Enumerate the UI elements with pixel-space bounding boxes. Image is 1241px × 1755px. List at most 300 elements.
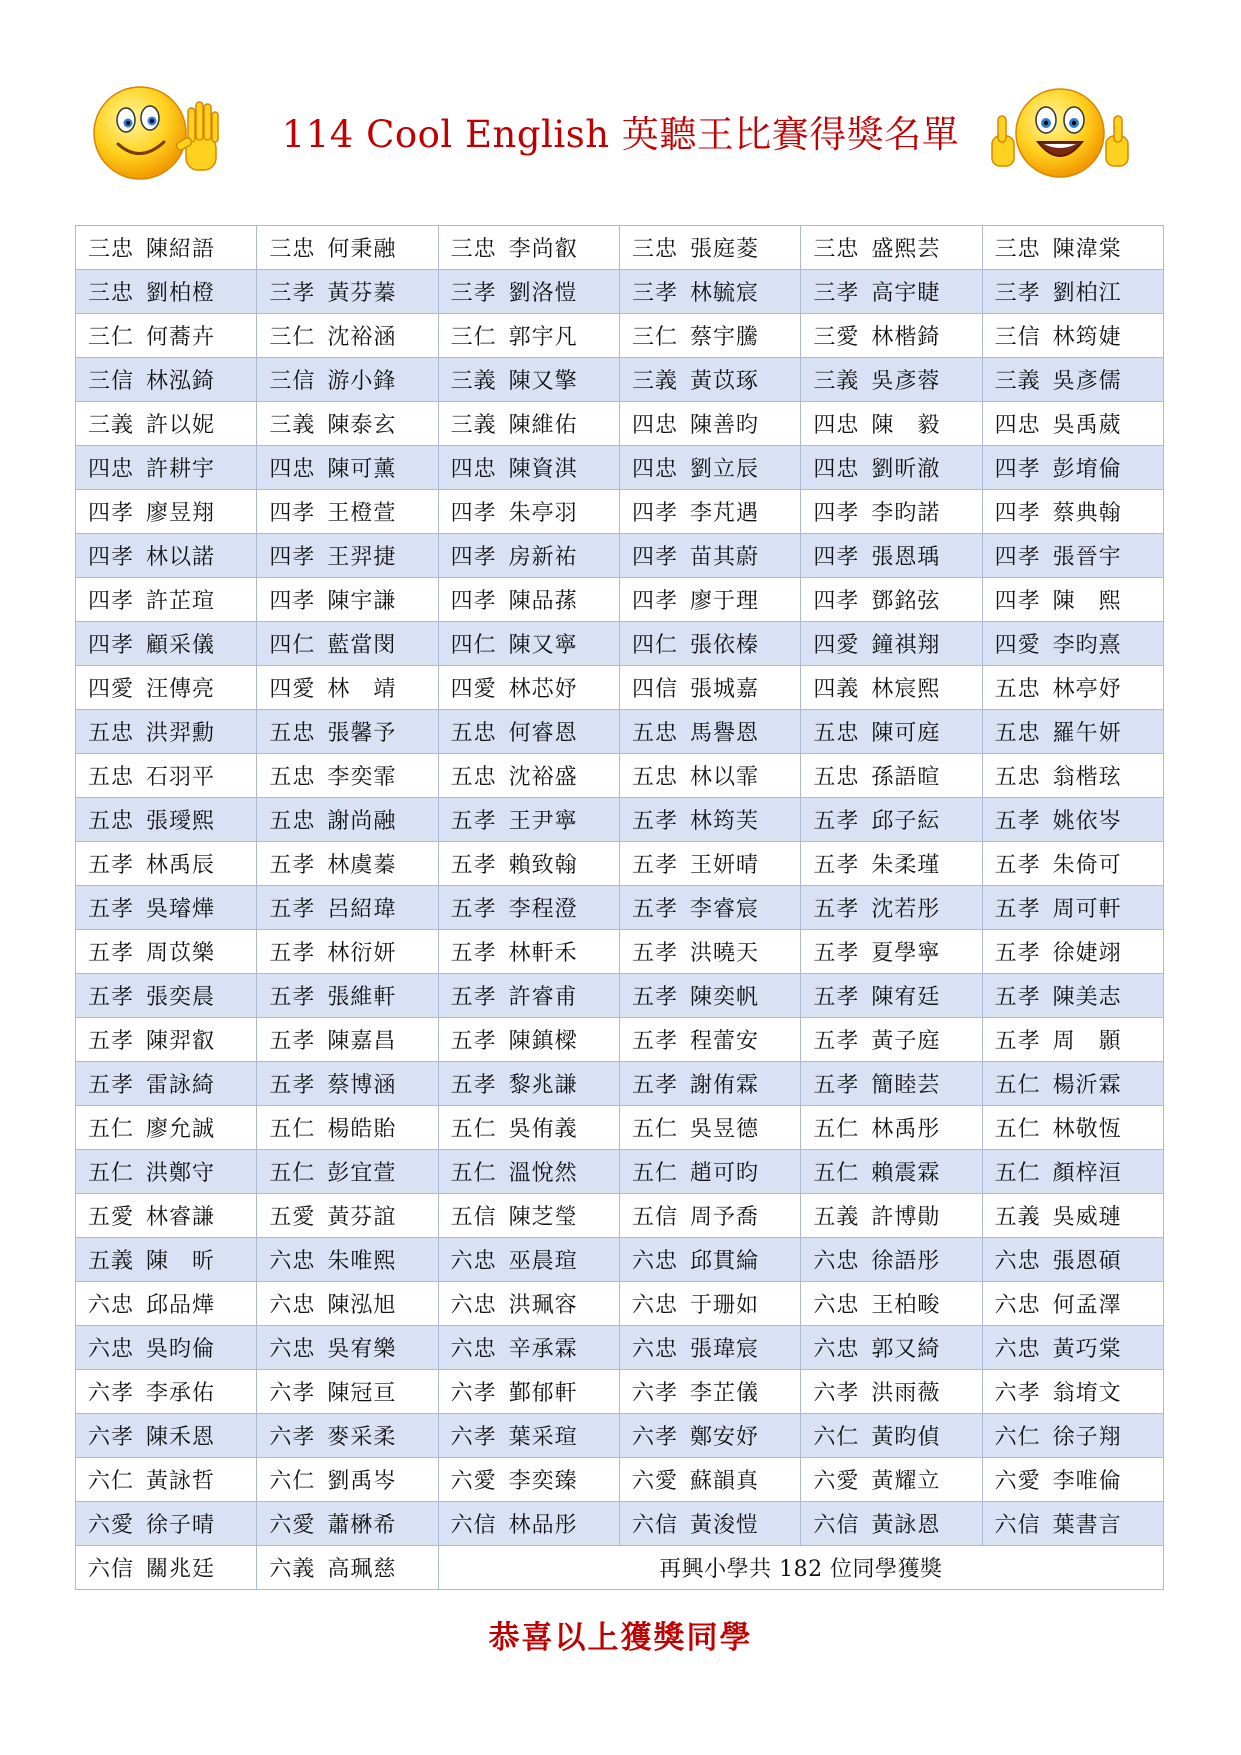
class-label: 三忠 [994, 237, 1041, 262]
class-label: 五孝 [88, 897, 135, 922]
class-label: 五仁 [631, 1117, 678, 1142]
class-label: 五孝 [631, 1029, 678, 1054]
student-name: 葉書言 [1052, 1513, 1122, 1538]
class-label: 五忠 [994, 765, 1041, 790]
class-label: 六孝 [450, 1425, 497, 1450]
student-name: 翁楷玹 [1052, 765, 1122, 790]
student-cell [801, 1106, 982, 1150]
student-cell [801, 798, 982, 842]
student-cell [76, 710, 257, 754]
student-cell [76, 446, 257, 490]
class-label: 六忠 [813, 1249, 860, 1274]
class-label: 五孝 [450, 985, 497, 1010]
class-label: 五孝 [994, 985, 1041, 1010]
class-label: 五孝 [269, 1029, 316, 1054]
award-roster-table [75, 225, 1164, 1590]
student-name: 林毓宸 [690, 281, 760, 306]
student-cell [76, 1326, 257, 1370]
student-name: 徐子翔 [1052, 1425, 1122, 1450]
student-name: 張晉宇 [1052, 545, 1122, 570]
student-name: 廖昱翔 [146, 501, 216, 526]
class-label: 六忠 [631, 1249, 678, 1274]
class-label: 五孝 [631, 809, 678, 834]
student-cell [982, 1150, 1163, 1194]
student-name: 林品彤 [508, 1513, 578, 1538]
student-cell [982, 402, 1163, 446]
student-cell [257, 1062, 438, 1106]
student-name: 楊皓貽 [327, 1117, 397, 1142]
class-label: 三孝 [269, 281, 316, 306]
student-name: 黃浚愷 [690, 1513, 760, 1538]
student-cell [76, 534, 257, 578]
class-label: 五仁 [450, 1117, 497, 1142]
class-label: 六孝 [450, 1381, 497, 1406]
student-name: 李承佑 [146, 1381, 216, 1406]
student-name: 王羿捷 [327, 545, 397, 570]
student-cell [76, 490, 257, 534]
student-cell [257, 842, 438, 886]
student-cell [76, 1018, 257, 1062]
table-row [76, 1370, 1164, 1414]
student-name: 朱倚可 [1052, 853, 1122, 878]
student-name: 吳宥樂 [327, 1337, 397, 1362]
class-label: 五孝 [269, 897, 316, 922]
table-row [76, 1194, 1164, 1238]
student-cell [438, 1282, 619, 1326]
student-cell [982, 666, 1163, 710]
class-label: 四忠 [631, 413, 678, 438]
student-name: 簡睦芸 [871, 1073, 941, 1098]
class-label: 五義 [994, 1205, 1041, 1230]
student-cell [619, 1150, 800, 1194]
class-label: 五孝 [813, 1029, 860, 1054]
class-label: 六忠 [269, 1337, 316, 1362]
student-cell [76, 1194, 257, 1238]
student-name: 顧采儀 [146, 633, 216, 658]
class-label: 五孝 [994, 941, 1041, 966]
table-row [76, 446, 1164, 490]
class-label: 五孝 [450, 809, 497, 834]
student-cell [257, 1326, 438, 1370]
table-row [76, 578, 1164, 622]
student-cell [76, 622, 257, 666]
student-name: 邱子紜 [871, 809, 941, 834]
class-label: 三忠 [88, 237, 135, 262]
table-row [76, 754, 1164, 798]
class-label: 四愛 [994, 633, 1041, 658]
student-cell [801, 1150, 982, 1194]
class-label: 五孝 [450, 897, 497, 922]
student-cell [801, 1370, 982, 1414]
student-name: 陳美志 [1052, 985, 1122, 1010]
student-name: 藍當閔 [327, 633, 397, 658]
student-cell [619, 1458, 800, 1502]
class-label: 四忠 [813, 413, 860, 438]
student-name: 張馨予 [327, 721, 397, 746]
student-cell [982, 490, 1163, 534]
class-label: 六孝 [994, 1381, 1041, 1406]
student-cell [76, 666, 257, 710]
student-cell [438, 578, 619, 622]
class-label: 五忠 [994, 677, 1041, 702]
student-name: 陳善昀 [690, 413, 760, 438]
class-label: 三義 [450, 369, 497, 394]
table-row [76, 226, 1164, 270]
student-name: 黃芬蓁 [327, 281, 397, 306]
class-label: 五忠 [88, 721, 135, 746]
student-name: 鄭安妤 [690, 1425, 760, 1450]
student-name: 許以妮 [146, 413, 216, 438]
class-label: 五忠 [450, 765, 497, 790]
student-cell [438, 490, 619, 534]
student-cell [438, 842, 619, 886]
class-label: 四仁 [631, 633, 678, 658]
student-name: 賴震霖 [871, 1161, 941, 1186]
table-row [76, 358, 1164, 402]
student-name: 邱品燁 [146, 1293, 216, 1318]
congratulations-footer: 恭喜以上獲獎同學 [488, 1620, 753, 1656]
class-label: 三忠 [88, 281, 135, 306]
student-cell [982, 1282, 1163, 1326]
student-name: 張維軒 [327, 985, 397, 1010]
student-cell [619, 1062, 800, 1106]
student-name: 辛承霖 [508, 1337, 578, 1362]
student-name: 張璦熙 [146, 809, 216, 834]
student-name: 郭又綺 [871, 1337, 941, 1362]
table-row [76, 314, 1164, 358]
student-cell [257, 1018, 438, 1062]
student-cell [619, 1502, 800, 1546]
class-label: 六孝 [631, 1425, 678, 1450]
class-label: 四仁 [269, 633, 316, 658]
student-name: 沈裕盛 [508, 765, 578, 790]
student-name: 邱貫綸 [690, 1249, 760, 1274]
class-label: 五孝 [994, 897, 1041, 922]
student-cell [438, 270, 619, 314]
student-name: 周苡樂 [146, 941, 216, 966]
student-cell [76, 1150, 257, 1194]
student-name: 蔡典翰 [1052, 501, 1122, 526]
student-name: 林禹彤 [871, 1117, 941, 1142]
table-row [76, 1238, 1164, 1282]
student-name: 陳芝瑩 [508, 1205, 578, 1230]
class-label: 五忠 [813, 765, 860, 790]
student-name: 劉柏橙 [146, 281, 216, 306]
student-cell [257, 622, 438, 666]
class-label: 六愛 [450, 1469, 497, 1494]
student-name: 林泓錡 [146, 369, 216, 394]
student-name: 石羽平 [146, 765, 216, 790]
student-cell [76, 1370, 257, 1414]
student-cell [982, 754, 1163, 798]
student-name: 陳 毅 [871, 413, 941, 438]
class-label: 三信 [994, 325, 1041, 350]
class-label: 五信 [631, 1205, 678, 1230]
student-name: 盛熙芸 [871, 237, 941, 262]
class-label: 五仁 [88, 1117, 135, 1142]
student-cell [438, 1106, 619, 1150]
student-name: 陳資淇 [508, 457, 578, 482]
student-cell [801, 578, 982, 622]
class-label: 四信 [631, 677, 678, 702]
student-cell [76, 226, 257, 270]
class-label: 六孝 [88, 1425, 135, 1450]
student-cell [438, 754, 619, 798]
class-label: 五孝 [813, 941, 860, 966]
class-label: 四義 [813, 677, 860, 702]
student-cell [801, 1414, 982, 1458]
student-name: 蘇韻真 [690, 1469, 760, 1494]
student-name: 吳禹葳 [1052, 413, 1122, 438]
student-name: 汪傳亮 [146, 677, 216, 702]
student-name: 林亭妤 [1052, 677, 1122, 702]
class-label: 四孝 [269, 501, 316, 526]
table-row [76, 666, 1164, 710]
student-cell [76, 842, 257, 886]
student-cell [619, 358, 800, 402]
student-cell [76, 358, 257, 402]
student-name: 陳宥廷 [871, 985, 941, 1010]
student-name: 朱唯熙 [327, 1249, 397, 1274]
student-cell [982, 226, 1163, 270]
student-cell [76, 270, 257, 314]
student-name: 蕭楙希 [327, 1513, 397, 1538]
class-label: 四孝 [269, 589, 316, 614]
student-name: 林宸熙 [871, 677, 941, 702]
student-name: 林虞蓁 [327, 853, 397, 878]
student-cell [257, 930, 438, 974]
student-cell [438, 446, 619, 490]
student-cell [801, 402, 982, 446]
class-label: 五信 [450, 1205, 497, 1230]
class-label: 六信 [994, 1513, 1041, 1538]
student-cell [619, 402, 800, 446]
student-cell [619, 226, 800, 270]
student-cell [801, 1502, 982, 1546]
class-label: 四孝 [88, 545, 135, 570]
student-cell [76, 930, 257, 974]
student-cell [438, 1326, 619, 1370]
student-name: 吳威璉 [1052, 1205, 1122, 1230]
student-cell [257, 358, 438, 402]
class-label: 五義 [813, 1205, 860, 1230]
student-cell [438, 1502, 619, 1546]
class-label: 六忠 [994, 1337, 1041, 1362]
student-name: 陳泓旭 [327, 1293, 397, 1318]
table-row [76, 798, 1164, 842]
table-row [76, 1282, 1164, 1326]
student-name: 吳彥儒 [1052, 369, 1122, 394]
student-cell [982, 886, 1163, 930]
class-label: 六忠 [450, 1337, 497, 1362]
class-label: 五孝 [631, 853, 678, 878]
class-label: 六愛 [88, 1513, 135, 1538]
student-cell [619, 1106, 800, 1150]
student-cell [619, 446, 800, 490]
student-cell [76, 1502, 257, 1546]
student-cell [438, 1018, 619, 1062]
student-cell [619, 798, 800, 842]
student-name: 黃巧棠 [1052, 1337, 1122, 1362]
class-label: 四孝 [88, 589, 135, 614]
class-label: 五仁 [994, 1161, 1041, 1186]
class-label: 六忠 [994, 1293, 1041, 1318]
student-name: 洪雨薇 [871, 1381, 941, 1406]
student-name: 黃耀立 [871, 1469, 941, 1494]
class-label: 三義 [994, 369, 1041, 394]
student-cell [76, 578, 257, 622]
student-name: 陳嘉昌 [327, 1029, 397, 1054]
student-cell [438, 1150, 619, 1194]
student-cell [982, 1326, 1163, 1370]
class-label: 五孝 [88, 985, 135, 1010]
student-cell [257, 1238, 438, 1282]
class-label: 五仁 [994, 1117, 1041, 1142]
class-label: 五忠 [631, 721, 678, 746]
page-title: 114 Cool English 英聽王比賽得獎名單 [281, 113, 960, 156]
student-name: 陳宇謙 [327, 589, 397, 614]
student-cell [801, 358, 982, 402]
student-cell [257, 1150, 438, 1194]
class-label: 六孝 [88, 1381, 135, 1406]
student-cell [76, 402, 257, 446]
student-name: 陳可庭 [871, 721, 941, 746]
student-name: 朱柔瑾 [871, 853, 941, 878]
student-name: 孫語暄 [871, 765, 941, 790]
class-label: 四忠 [994, 413, 1041, 438]
class-label: 五孝 [994, 809, 1041, 834]
student-name: 許睿甫 [508, 985, 578, 1010]
class-label: 五孝 [631, 897, 678, 922]
student-cell [438, 534, 619, 578]
class-label: 六仁 [813, 1425, 860, 1450]
student-name: 關兆廷 [146, 1557, 216, 1582]
class-label: 三愛 [813, 325, 860, 350]
class-label: 五忠 [269, 765, 316, 790]
student-name: 林芯妤 [508, 677, 578, 702]
class-label: 五孝 [88, 941, 135, 966]
student-cell [801, 666, 982, 710]
class-label: 五仁 [813, 1117, 860, 1142]
student-name: 林睿謙 [146, 1205, 216, 1230]
student-cell [438, 1238, 619, 1282]
student-name: 周可軒 [1052, 897, 1122, 922]
class-label: 六仁 [88, 1469, 135, 1494]
student-cell [982, 930, 1163, 974]
student-name: 林筠婕 [1052, 325, 1122, 350]
class-label: 六信 [631, 1513, 678, 1538]
student-name: 黎兆謙 [508, 1073, 578, 1098]
class-label: 四愛 [813, 633, 860, 658]
class-label: 六信 [813, 1513, 860, 1538]
class-label: 四愛 [450, 677, 497, 702]
student-name: 陳 熙 [1052, 589, 1122, 614]
class-label: 四孝 [994, 589, 1041, 614]
table-row [76, 1018, 1164, 1062]
student-name: 游小鋒 [327, 369, 397, 394]
student-cell [619, 1282, 800, 1326]
student-name: 趙可昀 [690, 1161, 760, 1186]
class-label: 六孝 [813, 1381, 860, 1406]
student-name: 黃子庭 [871, 1029, 941, 1054]
student-name: 李尚叡 [508, 237, 578, 262]
student-name: 吳彥蓉 [871, 369, 941, 394]
student-cell [982, 1238, 1163, 1282]
student-name: 程蕾安 [690, 1029, 760, 1054]
student-name: 陳奕帆 [690, 985, 760, 1010]
student-name: 葉采瑄 [508, 1425, 578, 1450]
student-cell [257, 402, 438, 446]
class-label: 六仁 [269, 1469, 316, 1494]
class-label: 六忠 [88, 1293, 135, 1318]
student-cell [801, 1062, 982, 1106]
class-label: 三忠 [631, 237, 678, 262]
student-name: 張恩瑀 [871, 545, 941, 570]
class-label: 四愛 [88, 677, 135, 702]
student-name: 劉柏江 [1052, 281, 1122, 306]
class-label: 六孝 [631, 1381, 678, 1406]
student-name: 林筠芙 [690, 809, 760, 834]
student-name: 陳泰玄 [327, 413, 397, 438]
student-name: 郭宇凡 [508, 325, 578, 350]
class-label: 五忠 [269, 809, 316, 834]
student-name: 周予喬 [690, 1205, 760, 1230]
student-cell [76, 1106, 257, 1150]
student-cell [76, 1458, 257, 1502]
student-name: 李程澄 [508, 897, 578, 922]
student-cell [619, 1018, 800, 1062]
student-cell [619, 666, 800, 710]
class-label: 六愛 [994, 1469, 1041, 1494]
student-name: 吳昱德 [690, 1117, 760, 1142]
class-label: 三仁 [450, 325, 497, 350]
class-label: 四孝 [450, 501, 497, 526]
class-label: 三孝 [631, 281, 678, 306]
student-cell [76, 314, 257, 358]
class-label: 五仁 [269, 1161, 316, 1186]
class-label: 六信 [88, 1557, 135, 1582]
student-cell [619, 842, 800, 886]
student-cell [257, 1370, 438, 1414]
class-label: 五孝 [450, 1029, 497, 1054]
student-name: 王尹寧 [508, 809, 578, 834]
student-cell [257, 490, 438, 534]
class-label: 四愛 [269, 677, 316, 702]
student-name: 夏學寧 [871, 941, 941, 966]
class-label: 三仁 [269, 325, 316, 350]
student-cell [982, 842, 1163, 886]
student-name: 劉立辰 [690, 457, 760, 482]
class-label: 六信 [450, 1513, 497, 1538]
table-row [76, 1414, 1164, 1458]
student-name: 謝侑霖 [690, 1073, 760, 1098]
student-cell [801, 1194, 982, 1238]
student-name: 李芷儀 [690, 1381, 760, 1406]
class-label: 四忠 [88, 457, 135, 482]
student-cell [438, 1194, 619, 1238]
class-label: 五忠 [88, 765, 135, 790]
student-cell [619, 1194, 800, 1238]
student-name: 林楷錡 [871, 325, 941, 350]
student-cell [438, 402, 619, 446]
student-cell [438, 1458, 619, 1502]
student-name: 張奕晨 [146, 985, 216, 1010]
student-cell [801, 886, 982, 930]
class-label: 六忠 [631, 1293, 678, 1318]
student-name: 陳冠亘 [327, 1381, 397, 1406]
student-name: 張依榛 [690, 633, 760, 658]
student-name: 何秉融 [327, 237, 397, 262]
